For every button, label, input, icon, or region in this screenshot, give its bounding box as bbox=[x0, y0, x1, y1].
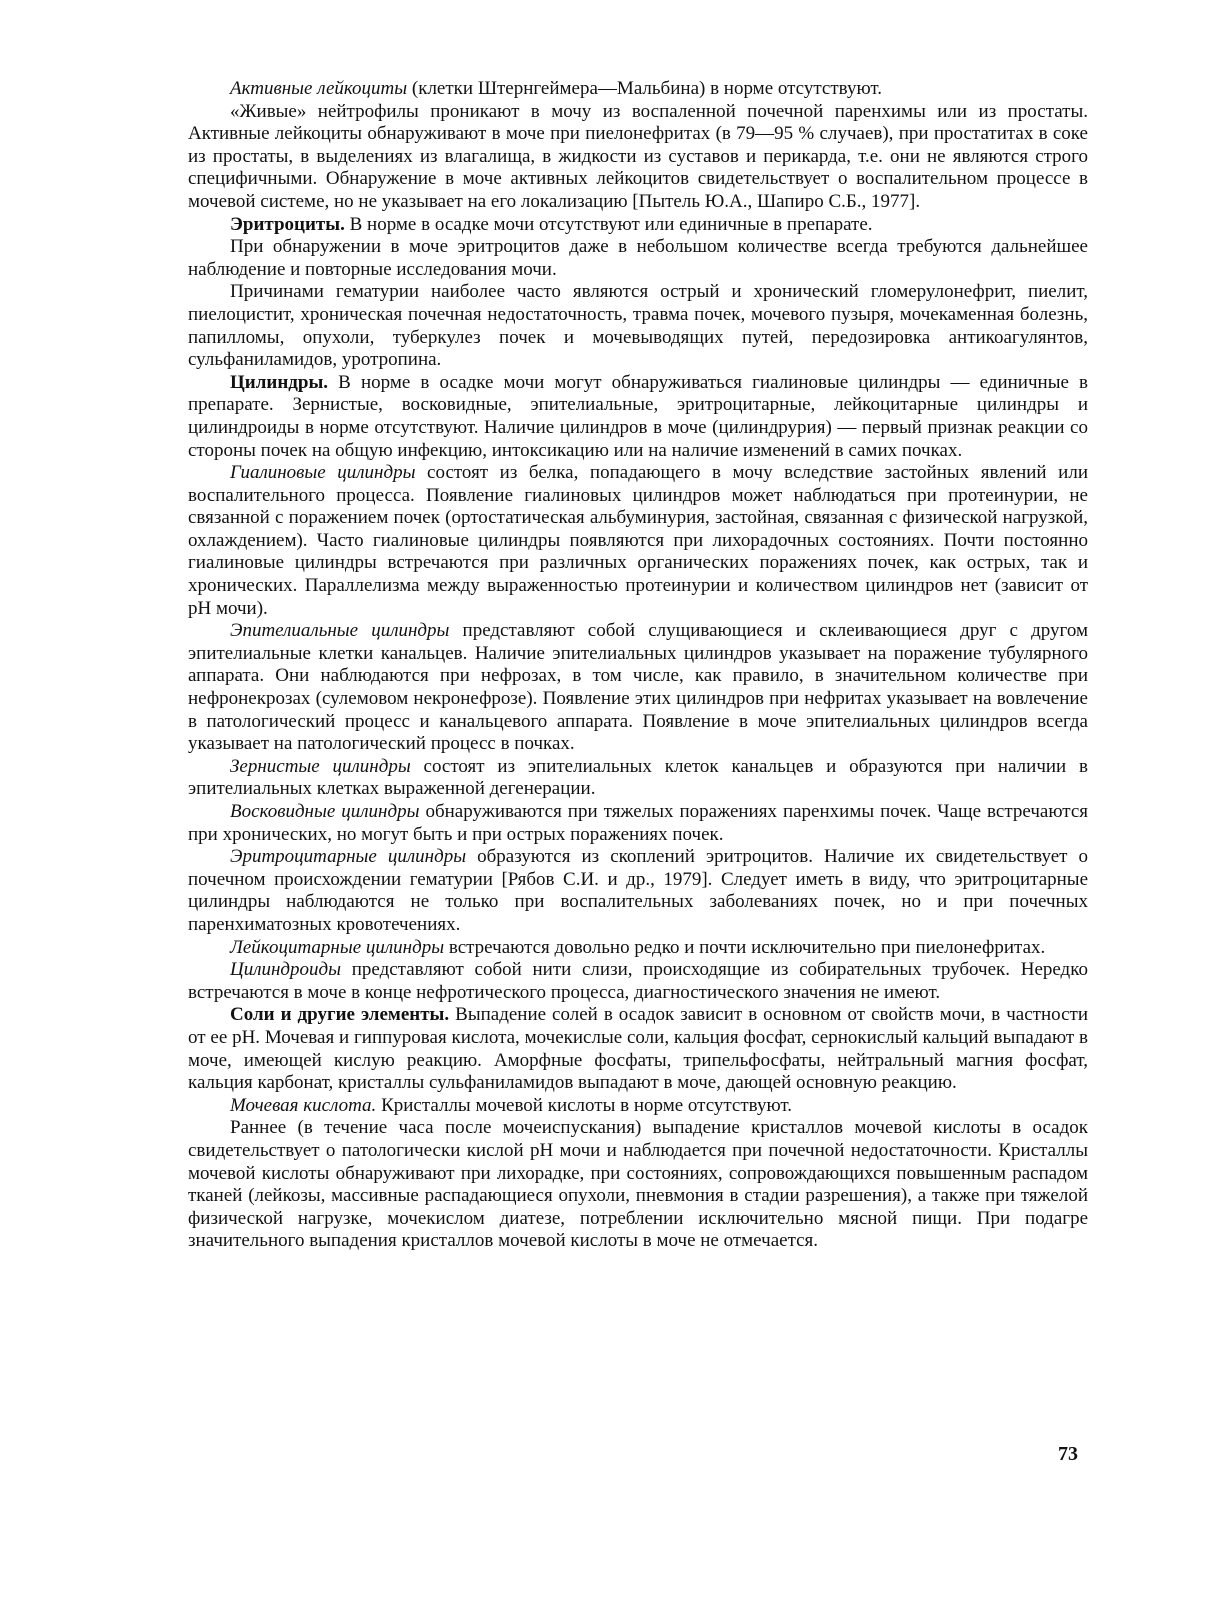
paragraph-epithelial-casts bbox=[188, 620, 1088, 756]
paragraph-lead: Лейкоцитарные цилиндры bbox=[230, 936, 445, 958]
paragraph-text: «Живые» нейтрофилы проникают в мочу из воспаленной почечной паренхимы или из простаты. Активные лейкоциты обнаруживают в моче при пиелонефритах (в 79—95 % случаев), при простатитах в соке из простаты, в выделениях из влагалища, в жидкости из суставов и перикарда, т.е. они не являются строго специфичными. Обнаружение в моче активных лейкоцитов свидетельствует о воспалительном процессе в мочевой системе, но не указывает на его локализацию [Пытель Ю.А., Шапиро С.Б., 1977]. bbox=[188, 100, 1088, 212]
paragraph-uric-acid-crystals bbox=[188, 1117, 1088, 1253]
paragraph-text: образуются из скоплений эритроцитов. Наличие их свидетельствует о почечном происхождении гематурии [Рябов С.И. и др., 1979]. Следует иметь в виду, что эритроцитарные цилиндры наблюдаются не только при воспалительных заболеваниях почек, но и при почечных паренхиматозных кровотечениях. bbox=[188, 846, 1088, 935]
paragraph-casts bbox=[188, 372, 1088, 462]
paragraph-erythrocytes-followup bbox=[188, 236, 1088, 281]
paragraph-uric-acid bbox=[188, 1095, 1088, 1118]
paragraph-text: Кристаллы мочевой кислоты в норме отсутствуют. bbox=[376, 1094, 793, 1116]
paragraph-text: представляют собой слущивающиеся и склеивающиеся друг с другом эпителиальные клетки канальцев. Наличие эпителиальных цилиндров указывает на поражение тубулярного аппарата. Они наблюдаются при нефрозах, в том числе, как правило, в значительном количестве при нефронекрозах (сулемовом некронефрозе). Появление этих цилиндров при нефритах указывает на вовлечение в патологический процесс и канальцевого аппарата. Появление в моче эпителиальных цилиндров всегда указывает на патологический процесс в почках. bbox=[188, 620, 1088, 755]
paragraph-lead: Эпителиальные цилиндры bbox=[230, 620, 450, 642]
paragraph-text: В норме в осадке мочи отсутствуют или единичные в препарате. bbox=[344, 213, 873, 235]
paragraph-text: Причинами гематурии наиболее часто являются острый и хронический гломерулонефрит, пиелит, пиелоцистит, хроническая почечная недостаточность, травма почек, мочевого пузыря, мочекаменная болезнь, папилломы, опухоли, туберкулез почек и мочевыводящих путей, передозировка антикоагулянтов, сульфаниламидов, уротропина. bbox=[188, 281, 1088, 371]
paragraph-text: встречаются довольно редко и почти исключительно при пиелонефритах. bbox=[444, 936, 1046, 958]
paragraph-waxy-casts bbox=[188, 801, 1088, 846]
paragraph-text: состоят из эпителиальных клеток канальцев и образуются при наличии в эпителиальных клетках выраженной дегенерации. bbox=[188, 755, 1088, 800]
paragraph-lead: Цилиндроиды bbox=[230, 959, 342, 981]
paragraph-text: состоят из белка, попадающего в мочу вследствие застойных явлений или воспалительного процесса. Появление гиалиновых цилиндров может наблюдаться при протеинурии, не связанной с поражением почек (ортостатическая альбуминурия, застойная, связанная с физической нагрузкой, охлаждением). Часто гиалиновые цилиндры появляются при лихорадочных состояниях. Почти постоянно гиалиновые цилиндры встречаются при различных органических поражениях почек, как острых, так и хронических. Параллелизма между выраженностью протеинурии и количеством цилиндров нет (зависит от рН мочи). bbox=[188, 462, 1088, 619]
paragraph-live-neutrophils bbox=[188, 101, 1088, 214]
paragraph-text: (клетки Штернгеймера—Мальбина) в норме отсутствуют. bbox=[407, 78, 883, 99]
paragraph-lead: Эритроцитарные цилиндры bbox=[230, 846, 467, 868]
paragraph-salts bbox=[188, 1004, 1088, 1094]
paragraph-lead: Восковидные цилиндры bbox=[230, 801, 420, 822]
paragraph-text: В норме в осадке мочи могут обнаруживаться гиалиновые цилиндры — единичные в препарате. Зернистые, восковидные, эпителиальные, эритроцитарные, лейкоцитарные цилиндры и цилиндроиды в норме отсутствуют. Наличие цилиндров в моче (цилиндрурия) — первый признак реакции со стороны почек на общую инфекцию, интоксикацию или на наличие изменений в самих почках. bbox=[188, 371, 1088, 461]
paragraph-leukocyte-casts bbox=[188, 937, 1088, 960]
paragraph-hyaline-casts bbox=[188, 462, 1088, 620]
paragraph-lead: Соли и другие элементы. bbox=[230, 1004, 450, 1026]
paragraph-active-leukocytes bbox=[188, 78, 1088, 101]
paragraph-text: При обнаружении в моче эритроцитов даже в небольшом количестве всегда требуются дальнейшее наблюдение и повторные исследования мочи. bbox=[188, 236, 1088, 280]
paragraph-lead: Эритроциты. bbox=[230, 213, 345, 235]
paragraph-hematuria-causes bbox=[188, 281, 1088, 371]
paragraph-lead: Активные лейкоциты bbox=[230, 78, 408, 99]
paragraph-erythrocytes bbox=[188, 214, 1088, 237]
paragraph-text: Раннее (в течение часа после мочеиспускания) выпадение кристаллов мочевой кислоты в осадок свидетельствует о патологически кислой рН мочи и наблюдается при почечной недостаточности. Кристаллы мочевой кислоты обнаруживают при лихорадке, при состояниях, сопровождающихся повышенным распадом тканей (лейкозы, массивные распадающиеся опухоли, пневмония в стадии разрешения), а также при тяжелой физической нагрузке, мочекислом диатезе, потреблении исключительно мясной пищи. При подагре значительного выпадения кристаллов мочевой кислоты в моче не отмечается. bbox=[188, 1117, 1088, 1252]
page-body bbox=[188, 78, 1088, 1253]
paragraph-text: Выпадение солей в осадок зависит в основном от свойств мочи, в частности от ее рН. Мочевая и гиппуровая кислота, мочекислые соли, кальция фосфат, сернокислый кальций выпадают в моче, имеющей кислую реакцию. Аморфные фосфаты, трипельфосфаты, нейтральный магния фосфат, кальция карбонат, кристаллы сульфаниламидов выпадают в моче, дающей основную реакцию. bbox=[188, 1004, 1088, 1094]
paragraph-lead: Гиалиновые цилиндры bbox=[230, 462, 416, 484]
paragraph-lead: Цилиндры. bbox=[230, 371, 329, 393]
paragraph-lead: Зернистые цилиндры bbox=[230, 755, 411, 777]
paragraph-text: обнаруживаются при тяжелых поражениях паренхимы почек. Чаще встречаются при хронических, но могут быть и при острых поражениях почек. bbox=[188, 801, 1088, 845]
paragraph-granular-casts bbox=[188, 756, 1088, 801]
paragraph-erythrocyte-casts bbox=[188, 846, 1088, 936]
paragraph-lead: Мочевая кислота. bbox=[230, 1094, 377, 1116]
paragraph-text: представляют собой нити слизи, происходящие из собирательных трубочек. Нередко встречаются в моче в конце нефротического процесса, диагностического значения не имеют. bbox=[188, 959, 1088, 1003]
page-number: 73 bbox=[1058, 1443, 1078, 1465]
paragraph-cylindroids bbox=[188, 959, 1088, 1004]
